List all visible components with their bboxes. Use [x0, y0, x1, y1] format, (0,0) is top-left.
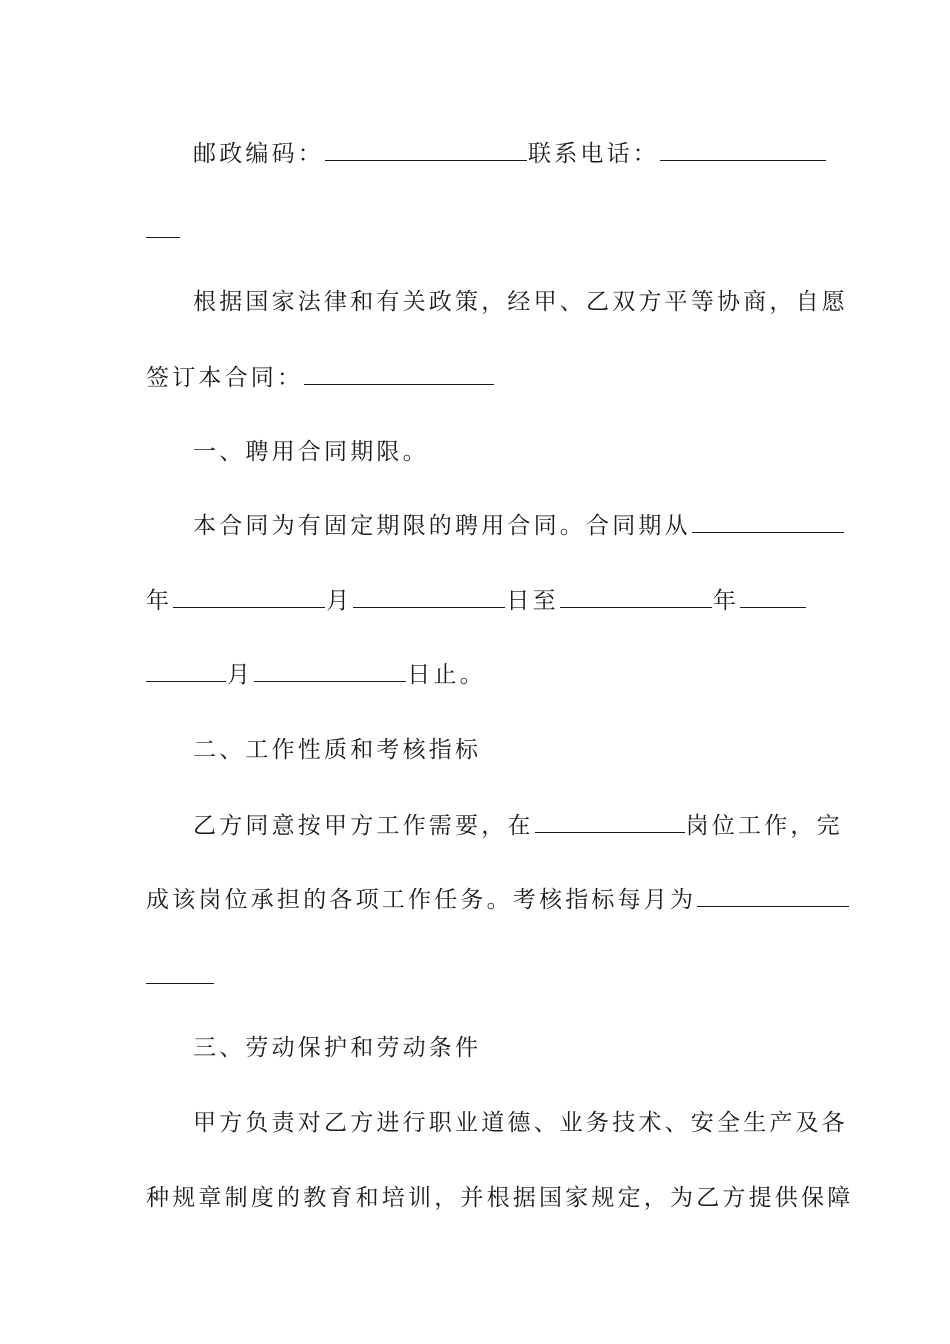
section-heading: 二、工作性质和考核指标	[193, 737, 482, 763]
section-heading: 一、聘用合同期限。	[193, 439, 429, 465]
paragraph-text: 本合同为有固定期限的聘用合同。合同期从	[193, 513, 691, 539]
year-label: 年	[712, 588, 740, 614]
postal-phone-line	[193, 136, 827, 172]
start-month-blank	[353, 583, 505, 608]
section-heading: 三、劳动保护和劳动条件	[193, 1035, 482, 1061]
paragraph-line	[193, 508, 845, 544]
paragraph-line	[193, 808, 843, 844]
paragraph-text: 岗位工作，完	[685, 813, 843, 839]
paragraph-line	[146, 583, 807, 619]
paragraph-line	[146, 657, 486, 693]
postal-code-label: 邮政编码：	[193, 141, 324, 167]
start-date-blank	[692, 508, 844, 533]
phone-blank	[660, 136, 826, 161]
day-to-label: 日至	[506, 588, 559, 614]
end-month-blank-continued	[146, 657, 226, 682]
paragraph-line: 根据国家法律和有关政策，经甲、乙双方平等协商，自愿	[193, 289, 848, 315]
phone-blank-continued	[146, 236, 180, 238]
end-month-blank	[740, 583, 806, 608]
paragraph-text: 成该岗位承担的各项工作任务。考核指标每月为	[146, 887, 697, 913]
contract-blank	[304, 360, 494, 385]
position-blank	[535, 808, 685, 833]
paragraph-text: 签订本合同：	[146, 365, 304, 391]
paragraph-text: 乙方同意按甲方工作需要，在	[193, 813, 534, 839]
phone-label: 联系电话：	[528, 141, 659, 167]
day-end-label: 日止。	[407, 662, 486, 688]
monthly-target-blank	[697, 882, 849, 907]
postal-code-blank	[325, 136, 527, 161]
end-year-blank	[560, 583, 712, 608]
end-day-blank	[254, 657, 406, 682]
paragraph-line	[146, 882, 850, 918]
start-year-blank	[173, 583, 325, 608]
month-label: 月	[326, 588, 353, 614]
paragraph-line: 甲方负责对乙方进行职业道德、业务技术、安全生产及各	[193, 1110, 848, 1136]
paragraph-line: 种规章制度的教育和培训，并根据国家规定，为乙方提供保障	[146, 1185, 854, 1211]
month-label: 月	[227, 662, 254, 688]
paragraph-line	[146, 360, 495, 396]
monthly-target-blank-continued	[146, 982, 214, 984]
year-label: 年	[146, 588, 173, 614]
